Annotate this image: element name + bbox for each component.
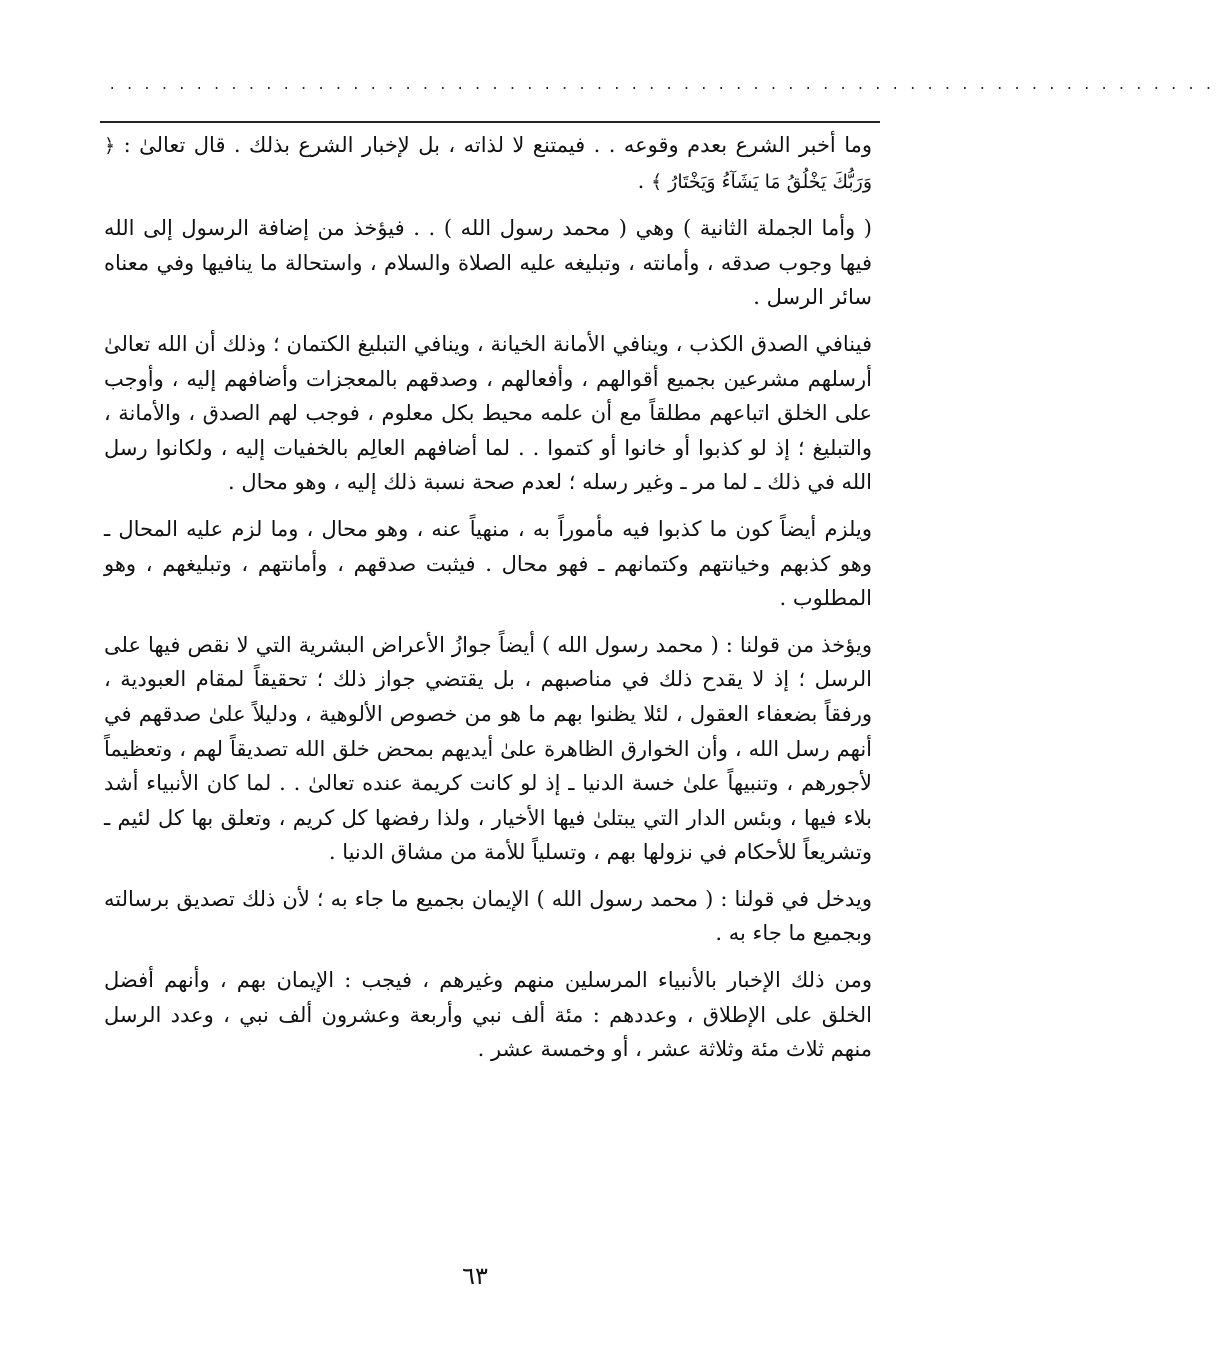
- page-number: ٦٣: [462, 1262, 488, 1290]
- paragraph-2: ( وأما الجملة الثانية ) وهي ( محمد رسول الله ) . . فيؤخذ من إضافة الرسول إلى الله فيها وجوب صدقه ، وأمانته ، وتبليغه عليه الصلاة والسلام ، واستحالة ما ينافيها وفي معناه سائر الرسل .: [104, 216, 872, 310]
- paragraph-7: ومن ذلك الإخبار بالأنبياء المرسلين منهم وغيرهم ، فيجب : الإيمان بهم ، وأنهم أفضل الخلق على الإطلاق ، وعددهم : مئة ألف نبي وأربعة وعشرون ألف نبي ، وعدد الرسل منهم ثلاث مئة وثلاثة عشر ، أو وخمسة عشر .: [104, 968, 872, 1062]
- paragraph-4: ويلزم أيضاً كون ما كذبوا فيه مأموراً به ، منهياً عنه ، وهو محال ، وما لزم عليه المحال ـ وهو كذبهم وخيانتهم وكتمانهم ـ فهو محال . فيثبت صدقهم ، وأمانتهم ، وتبليغهم ، وهو المطلوب .: [104, 516, 872, 611]
- paragraph-6: ويدخل في قولنا : ( محمد رسول الله ) الإيمان بجميع ما جاء به ؛ لأن ذلك تصديق برسالته وبجميع ما جاء به .: [104, 886, 872, 946]
- paragraph-1-text: وما أخبر الشرع بعدم وقوعه . . فيمتنع لا لذاته ، بل لإخبار الشرع بذلك . قال تعالىٰ :: [123, 133, 872, 157]
- paragraph-5: ويؤخذ من قولنا : ( محمد رسول الله ) أيضاً جوازُ الأعراض البشرية التي لا نقص فيها على الرسل ؛ إذ لا يقدح ذلك في مناصبهم ، بل يقتضي جواز ذلك ؛ تحقيقاً لمقام العبودية ، ورفقاً بضعفاء العقول ، لئلا يظنوا بهم ما هو من خصوص الألوهية ، ودليلاً علىٰ صدقهم في أنهم رسل الله ، وأن الخوارق الظاهرة علىٰ أيديهم بمحض خلق الله تصديقاً لهم ، وتعظيماً لأجورهم ، وتنبيهاً علىٰ خسة الدنيا ـ إذ لو كانت كريمة عنده تعالىٰ . . لما كان الأنبياء أشد بلاء فيها ، وبئس الدار التي يبتلىٰ فيها الأخيار ، ولذا رفضها كل كريم ، وتعلق بها كل لئيم ـ وتشريعاً للأحكام في نزولها بهم ، وتسلياً للأمة من مشاق الدنيا .: [104, 632, 872, 865]
- main-text: [104, 128, 872, 1079]
- paragraph-3: فينافي الصدق الكذب ، وينافي الأمانة الخيانة ، وينافي التبليغ الكتمان ؛ وذلك أن الله تعالىٰ أرسلهم مشرعين بجميع أقوالهم ، وأفعالهم ، وصدقهم بالمعجزات وأضافهم إليه ، وأوجب على الخلق اتباعهم مطلقاً مع أن علمه محيط بكل معلوم ، فوجب لهم الصدق ، والأمانة ، والتبليغ ؛ إذ لو كذبوا أو خانوا أو كتموا . . لما أضافهم العالِم بالخفيات إليه ، ولكانوا رسل الله في ذلك ـ لما مر ـ وغير رسله ؛ لعدم صحة نسبة ذلك إليه ، وهو محال .: [104, 331, 872, 495]
- paragraph-1: [104, 128, 872, 199]
- quran-verse: ﴿ وَرَبُّكَ يَخْلُقُ مَا يَشَآءُ وَيَخْتَارُ ﴾: [104, 135, 872, 193]
- header-dotted-line: ................................................................: [108, 78, 1222, 94]
- header-rule: [100, 121, 880, 123]
- paragraph-1-end: .: [637, 168, 651, 193]
